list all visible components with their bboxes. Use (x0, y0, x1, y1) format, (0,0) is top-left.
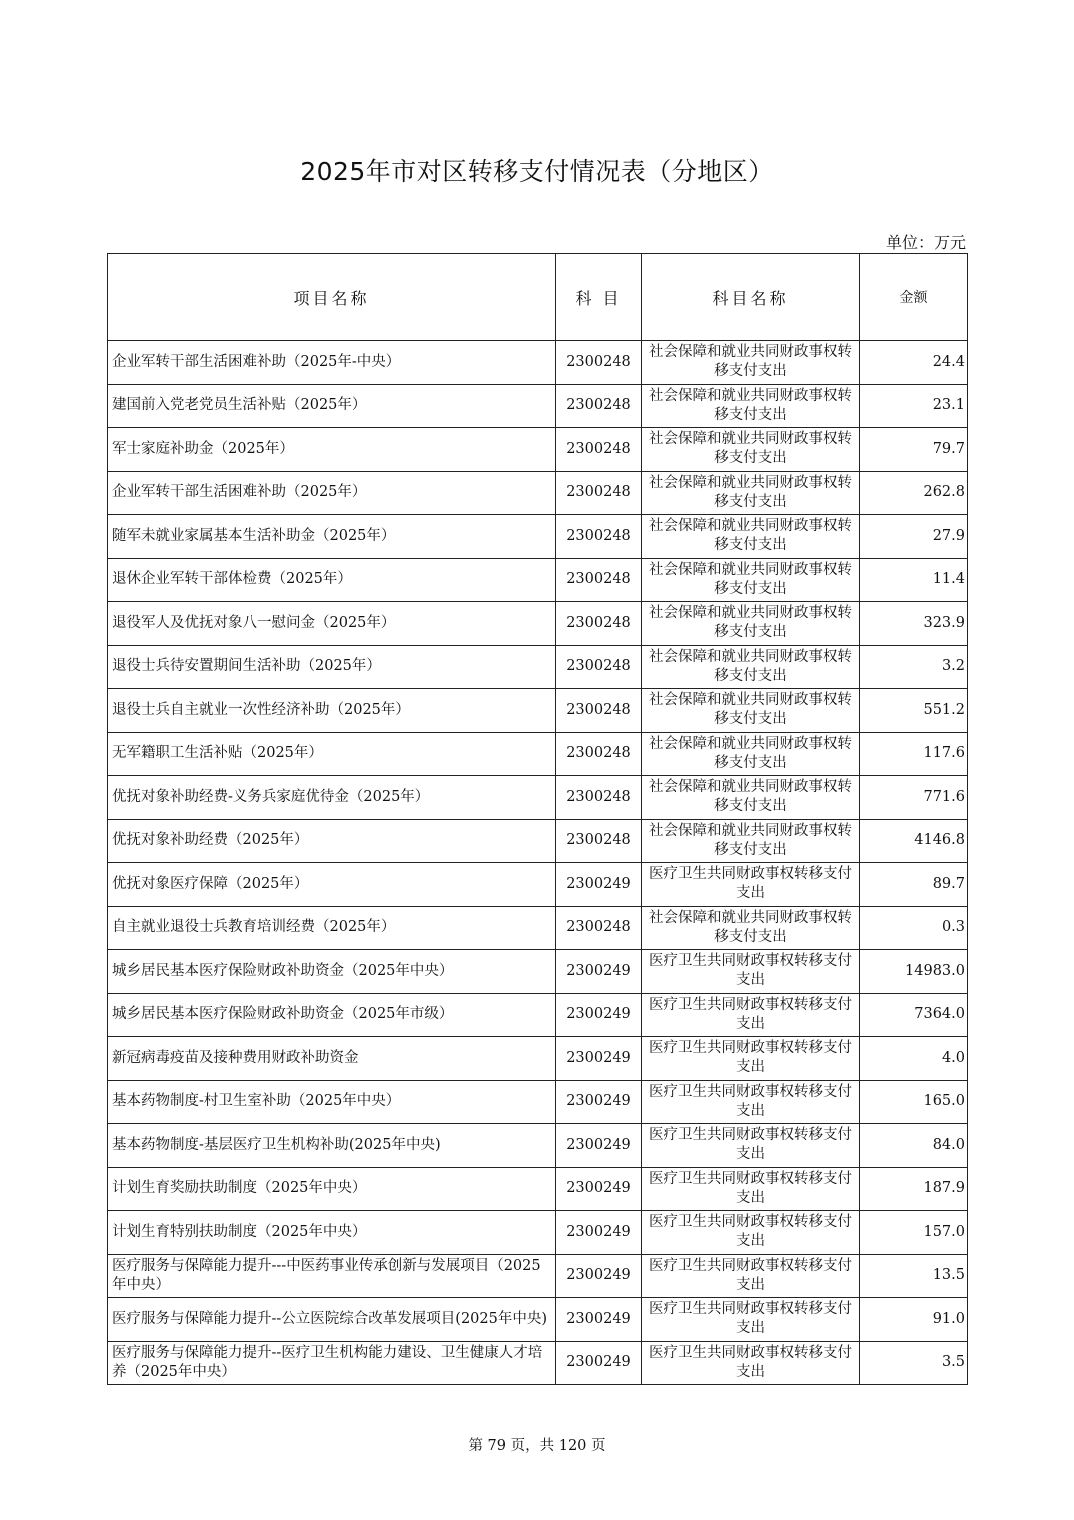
header-subject-code: 科 目 (556, 254, 642, 341)
subject-code-cell: 2300248 (556, 471, 642, 515)
amount-cell: 27.9 (860, 515, 968, 559)
subject-name-cell: 社会保障和就业共同财政事权转移支付支出 (642, 602, 860, 646)
header-amount: 金额 (860, 254, 968, 341)
amount-cell: 165.0 (860, 1080, 968, 1124)
subject-code-cell: 2300248 (556, 906, 642, 950)
table-row (108, 1211, 968, 1255)
header-item-name: 项目名称 (108, 254, 556, 341)
subject-name-cell: 社会保障和就业共同财政事权转移支付支出 (642, 819, 860, 863)
transfer-payment-table (107, 253, 968, 1385)
subject-name-cell: 医疗卫生共同财政事权转移支付支出 (642, 1124, 860, 1168)
subject-name-cell: 社会保障和就业共同财政事权转移支付支出 (642, 384, 860, 428)
item-name-cell: 企业军转干部生活困难补助（2025年） (108, 471, 556, 515)
item-name-cell: 自主就业退役士兵教育培训经费（2025年） (108, 906, 556, 950)
subject-code-cell: 2300248 (556, 341, 642, 385)
item-name-cell: 退役士兵自主就业一次性经济补助（2025年） (108, 689, 556, 733)
item-name-cell: 退役士兵待安置期间生活补助（2025年） (108, 645, 556, 689)
table-row (108, 950, 968, 994)
table-row (108, 1037, 968, 1081)
subject-code-cell: 2300249 (556, 1037, 642, 1081)
item-name-cell: 医疗服务与保障能力提升---中医药事业传承创新与发展项目（2025年中央） (108, 1254, 556, 1298)
amount-cell: 187.9 (860, 1167, 968, 1211)
table-body (108, 341, 968, 1385)
table-row (108, 863, 968, 907)
table-row (108, 602, 968, 646)
subject-code-cell: 2300248 (556, 819, 642, 863)
amount-cell: 157.0 (860, 1211, 968, 1255)
item-name-cell: 优抚对象医疗保障（2025年） (108, 863, 556, 907)
subject-name-cell: 医疗卫生共同财政事权转移支付支出 (642, 1167, 860, 1211)
item-name-cell: 计划生育奖励扶助制度（2025年中央） (108, 1167, 556, 1211)
subject-code-cell: 2300249 (556, 1080, 642, 1124)
subject-name-cell: 社会保障和就业共同财政事权转移支付支出 (642, 471, 860, 515)
table-row (108, 1167, 968, 1211)
subject-name-cell: 社会保障和就业共同财政事权转移支付支出 (642, 645, 860, 689)
table-row (108, 906, 968, 950)
subject-code-cell: 2300249 (556, 1254, 642, 1298)
table-row (108, 471, 968, 515)
table-row (108, 341, 968, 385)
header-subject-name: 科目名称 (642, 254, 860, 341)
item-name-cell: 城乡居民基本医疗保险财政补助资金（2025年市级） (108, 993, 556, 1037)
table-row (108, 558, 968, 602)
subject-code-cell: 2300248 (556, 428, 642, 472)
subject-code-cell: 2300249 (556, 950, 642, 994)
table-row (108, 428, 968, 472)
subject-name-cell: 医疗卫生共同财政事权转移支付支出 (642, 1037, 860, 1081)
item-name-cell: 优抚对象补助经费-义务兵家庭优待金（2025年） (108, 776, 556, 820)
amount-cell: 11.4 (860, 558, 968, 602)
subject-code-cell: 2300248 (556, 732, 642, 776)
subject-name-cell: 医疗卫生共同财政事权转移支付支出 (642, 950, 860, 994)
subject-name-cell: 医疗卫生共同财政事权转移支付支出 (642, 1298, 860, 1342)
amount-cell: 551.2 (860, 689, 968, 733)
table-row (108, 993, 968, 1037)
item-name-cell: 医疗服务与保障能力提升--公立医院综合改革发展项目(2025年中央) (108, 1298, 556, 1342)
table-row (108, 515, 968, 559)
subject-name-cell: 医疗卫生共同财政事权转移支付支出 (642, 863, 860, 907)
subject-name-cell: 社会保障和就业共同财政事权转移支付支出 (642, 515, 860, 559)
item-name-cell: 医疗服务与保障能力提升--医疗卫生机构能力建设、卫生健康人才培养（2025年中央） (108, 1341, 556, 1385)
amount-cell: 84.0 (860, 1124, 968, 1168)
table-row (108, 645, 968, 689)
subject-name-cell: 社会保障和就业共同财政事权转移支付支出 (642, 558, 860, 602)
table-row (108, 384, 968, 428)
subject-name-cell: 社会保障和就业共同财政事权转移支付支出 (642, 341, 860, 385)
subject-code-cell: 2300249 (556, 993, 642, 1037)
amount-cell: 0.3 (860, 906, 968, 950)
amount-cell: 3.2 (860, 645, 968, 689)
subject-name-cell: 医疗卫生共同财政事权转移支付支出 (642, 1211, 860, 1255)
item-name-cell: 优抚对象补助经费（2025年） (108, 819, 556, 863)
subject-name-cell: 社会保障和就业共同财政事权转移支付支出 (642, 428, 860, 472)
item-name-cell: 退休企业军转干部体检费（2025年） (108, 558, 556, 602)
table-row (108, 1124, 968, 1168)
subject-name-cell: 医疗卫生共同财政事权转移支付支出 (642, 1254, 860, 1298)
item-name-cell: 企业军转干部生活困难补助（2025年-中央） (108, 341, 556, 385)
item-name-cell: 建国前入党老党员生活补贴（2025年） (108, 384, 556, 428)
table-row (108, 689, 968, 733)
table-header-row (108, 254, 968, 341)
subject-code-cell: 2300248 (556, 558, 642, 602)
subject-code-cell: 2300249 (556, 1298, 642, 1342)
item-name-cell: 基本药物制度-村卫生室补助（2025年中央） (108, 1080, 556, 1124)
table-row (108, 819, 968, 863)
subject-code-cell: 2300248 (556, 384, 642, 428)
subject-name-cell: 社会保障和就业共同财政事权转移支付支出 (642, 689, 860, 733)
subject-name-cell: 社会保障和就业共同财政事权转移支付支出 (642, 776, 860, 820)
subject-code-cell: 2300249 (556, 1211, 642, 1255)
subject-code-cell: 2300249 (556, 1124, 642, 1168)
amount-cell: 4146.8 (860, 819, 968, 863)
table-row (108, 1080, 968, 1124)
item-name-cell: 城乡居民基本医疗保险财政补助资金（2025年中央） (108, 950, 556, 994)
table-row (108, 1254, 968, 1298)
amount-cell: 79.7 (860, 428, 968, 472)
item-name-cell: 退役军人及优抚对象八一慰问金（2025年） (108, 602, 556, 646)
subject-code-cell: 2300248 (556, 689, 642, 733)
item-name-cell: 新冠病毒疫苗及接种费用财政补助资金 (108, 1037, 556, 1081)
subject-code-cell: 2300249 (556, 1341, 642, 1385)
subject-code-cell: 2300248 (556, 602, 642, 646)
subject-name-cell: 医疗卫生共同财政事权转移支付支出 (642, 1080, 860, 1124)
table-row (108, 1341, 968, 1385)
item-name-cell: 基本药物制度-基层医疗卫生机构补助(2025年中央) (108, 1124, 556, 1168)
page-title: 2025年市对区转移支付情况表（分地区） (300, 157, 774, 186)
item-name-cell: 随军未就业家属基本生活补助金（2025年） (108, 515, 556, 559)
amount-cell: 23.1 (860, 384, 968, 428)
amount-cell: 771.6 (860, 776, 968, 820)
item-name-cell: 计划生育特别扶助制度（2025年中央） (108, 1211, 556, 1255)
amount-cell: 13.5 (860, 1254, 968, 1298)
table-row (108, 1298, 968, 1342)
amount-cell: 14983.0 (860, 950, 968, 994)
amount-cell: 24.4 (860, 341, 968, 385)
subject-name-cell: 社会保障和就业共同财政事权转移支付支出 (642, 906, 860, 950)
item-name-cell: 军士家庭补助金（2025年） (108, 428, 556, 472)
item-name-cell: 无军籍职工生活补贴（2025年） (108, 732, 556, 776)
amount-cell: 323.9 (860, 602, 968, 646)
amount-cell: 117.6 (860, 732, 968, 776)
subject-code-cell: 2300248 (556, 515, 642, 559)
subject-code-cell: 2300248 (556, 776, 642, 820)
page-number: 第 79 页，共 120 页 (468, 1438, 606, 1454)
amount-cell: 262.8 (860, 471, 968, 515)
subject-code-cell: 2300249 (556, 863, 642, 907)
amount-cell: 91.0 (860, 1298, 968, 1342)
subject-name-cell: 社会保障和就业共同财政事权转移支付支出 (642, 732, 860, 776)
subject-name-cell: 医疗卫生共同财政事权转移支付支出 (642, 1341, 860, 1385)
subject-name-cell: 医疗卫生共同财政事权转移支付支出 (642, 993, 860, 1037)
amount-cell: 89.7 (860, 863, 968, 907)
table-row (108, 732, 968, 776)
amount-cell: 4.0 (860, 1037, 968, 1081)
table-row (108, 776, 968, 820)
amount-cell: 3.5 (860, 1341, 968, 1385)
subject-code-cell: 2300248 (556, 645, 642, 689)
subject-code-cell: 2300249 (556, 1167, 642, 1211)
unit-label: 单位：万元 (885, 233, 966, 252)
amount-cell: 7364.0 (860, 993, 968, 1037)
